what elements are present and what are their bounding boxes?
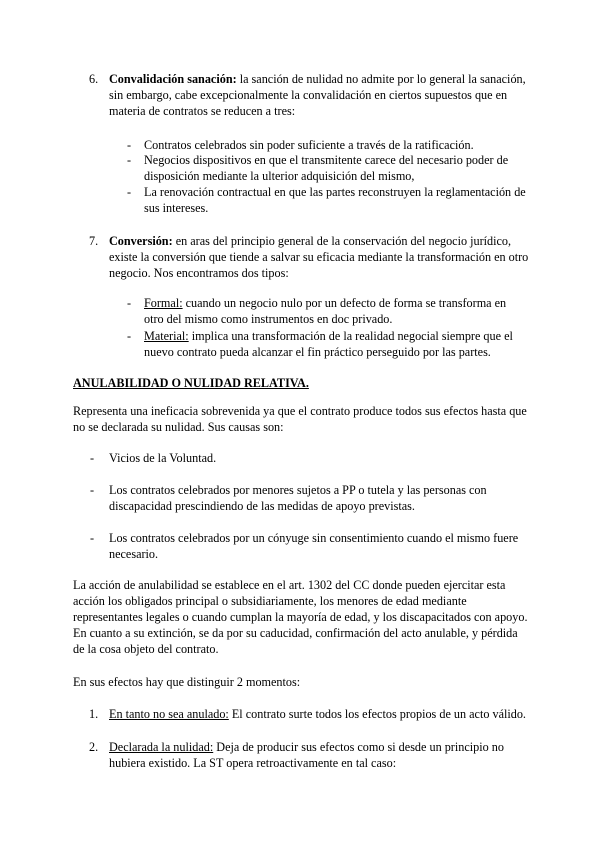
cause-text: Los contratos celebrados por un cónyuge sin consentimiento cuando el mismo fuere [109, 531, 519, 545]
bullet-dash: - [127, 138, 132, 152]
paragraph-line: acción los obligados principal o subsidiariamente, los menores de edad mediante [73, 594, 467, 608]
bullet-item [127, 184, 527, 216]
cause-item [90, 450, 530, 466]
paragraph-line: representantes legales o cuando cumplan la mayoría de edad, y los discapacitados con apoyo. [73, 610, 528, 624]
item-title: Conversión: [109, 234, 173, 248]
item-title: Convalidación sanación: [109, 72, 237, 86]
list-number: 1. [89, 707, 99, 721]
item-text: existe la conversión que tiende a salvar su eficacia mediante la transformación en otro [109, 250, 529, 264]
cause-item [90, 530, 530, 562]
paragraph-line: Representa una ineficacia sobrevenida ya que el contrato produce todos sus efectos hasta que [73, 404, 527, 418]
cause-text: Vicios de la Voluntad. [109, 451, 217, 465]
paragraph-line: de la cosa objeto del contrato. [73, 642, 219, 656]
item-text: la sanción de nulidad no admite por lo general la sanación, [236, 72, 526, 86]
list-number: 7. [89, 234, 99, 248]
item-text: sin embargo, cabe excepcionalmente la convalidación en ciertos supuestos que en [109, 88, 508, 102]
cause-text: necesario. [109, 547, 159, 561]
bullet-text: implica una transformación de la realidad negocial siempre que el [188, 329, 513, 343]
cause-text: Los contratos celebrados por menores sujetos a PP o tutela y las personas con [109, 483, 487, 497]
section-heading: ANULABILIDAD O NULIDAD RELATIVA. [73, 376, 309, 390]
bullet-text: cuando un negocio nulo por un defecto de forma se transforma en [182, 296, 507, 310]
bullet-text: sus intereses. [144, 201, 209, 215]
cause-text: discapacidad prescindiendo de las medidas de apoyo previstas. [109, 499, 415, 513]
bullet-dash: - [127, 296, 132, 310]
bullet-text: otro del mismo como instrumentos en doc privado. [144, 312, 393, 326]
bullet-dash: - [127, 153, 132, 167]
paragraph-line: La acción de anulabilidad se establece en el art. 1302 del CC donde pueden ejercitar esta [73, 578, 506, 592]
bullet-text: La renovación contractual en que las partes reconstruyen la reglamentación de [144, 185, 526, 199]
cause-item [90, 482, 530, 514]
action-paragraph [73, 577, 533, 657]
list-item-6 [89, 71, 529, 119]
bullet-text: Contratos celebrados sin poder suficiente a través de la ratificación. [144, 138, 474, 152]
bullet-term: Material: [144, 329, 189, 343]
list-number: 6. [89, 72, 99, 86]
moment-text: Deja de producir sus efectos como si desde un principio no [213, 740, 504, 754]
bullet-dash: - [90, 483, 95, 497]
list-item-7 [89, 233, 529, 281]
bullet-dash: - [90, 451, 95, 465]
bullet-text: nuevo contrato pueda alcanzar el fin práctico perseguido por las partes. [144, 345, 491, 359]
item-text: en aras del principio general de la conservación del negocio jurídico, [172, 234, 512, 248]
bullet-item [127, 152, 527, 184]
moment-text: El contrato surte todos los efectos propios de un acto válido. [228, 707, 526, 721]
moment-item [89, 739, 534, 771]
moment-item [89, 706, 534, 722]
effects-intro: En sus efectos hay que distinguir 2 momentos: [73, 675, 301, 689]
bullet-item [127, 137, 527, 153]
intro-paragraph [73, 403, 533, 435]
bullet-item [127, 328, 527, 360]
moment-text: hubiera existido. La ST opera retroactivamente en tal caso: [109, 756, 397, 770]
bullet-text: disposición mediante la ulterior adquisición del mismo, [144, 169, 415, 183]
bullet-text: Negocios dispositivos en que el transmitente carece del necesario poder de [144, 153, 509, 167]
bullet-dash: - [90, 531, 95, 545]
list-number: 2. [89, 740, 99, 754]
item-text: negocio. Nos encontramos dos tipos: [109, 266, 289, 280]
bullet-term: Formal: [144, 296, 183, 310]
bullet-dash: - [127, 185, 132, 199]
moment-term: En tanto no sea anulado: [109, 707, 229, 721]
bullet-item [127, 295, 527, 327]
moment-term: Declarada la nulidad: [109, 740, 214, 754]
paragraph-line: no se declarada su nulidad. Sus causas son: [73, 420, 284, 434]
item-text: materia de contratos se reducen a tres: [109, 104, 296, 118]
bullet-dash: - [127, 329, 132, 343]
paragraph-line: En cuanto a su extinción, se da por su caducidad, confirmación del acto anulable, y pérdida [73, 626, 518, 640]
